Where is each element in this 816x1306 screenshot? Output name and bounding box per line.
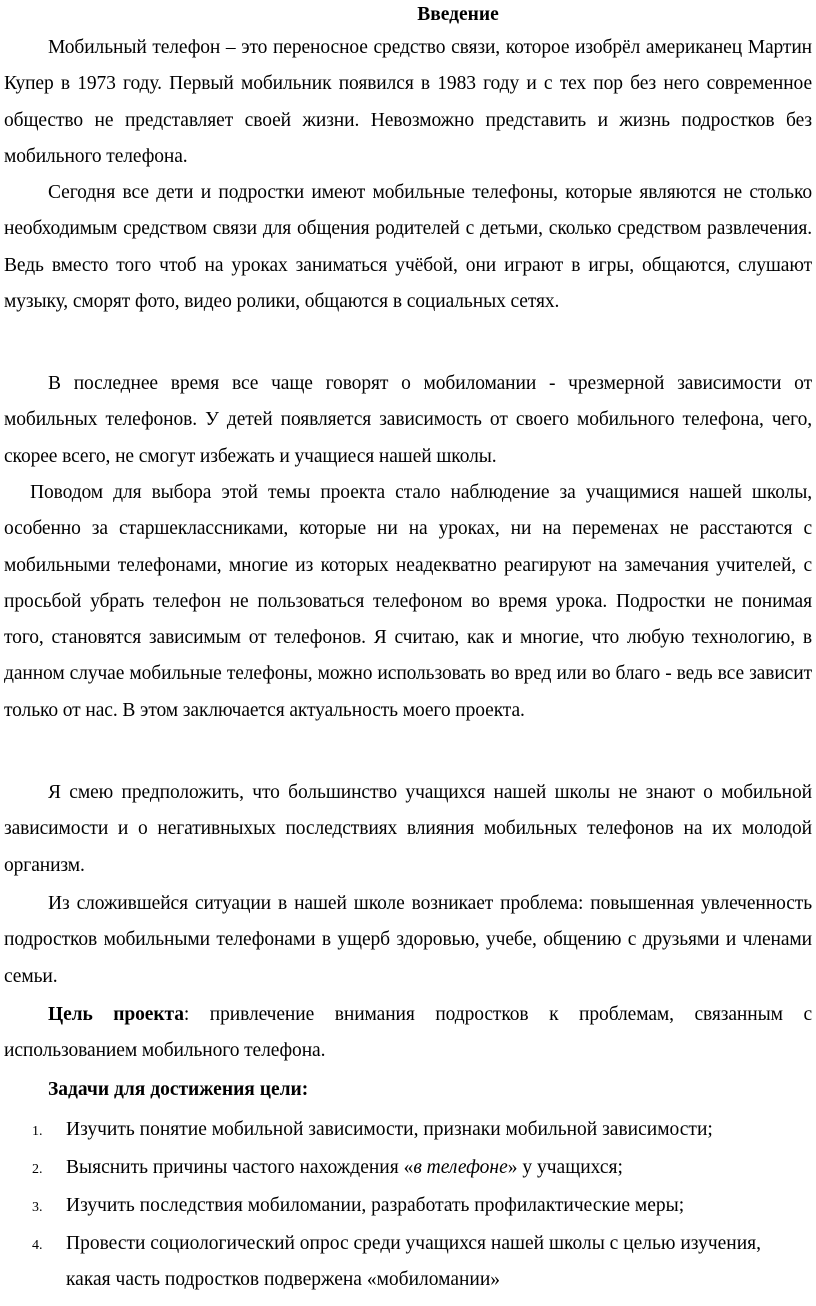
task-text: Изучить последствия мобиломании, разработать профилактические меры; — [66, 1195, 685, 1216]
paragraph-today: Сегодня все дети и подростки имеют мобильные телефоны, которые являются не столько необходимым средством связи для общения родителей с детьми, сколько средством развлечения. Ведь вместо того чтоб на уроках заниматься учёбой, они играют в игры, общаются, слушают музыку, сморят фото, видео ролики, общаются в социальных сетях. — [4, 182, 812, 312]
task-text-part: Выяснить причины частого нахождения « — [66, 1157, 414, 1178]
task-text: Изучить понятие мобильной зависимости, признаки мобильной зависимости; — [66, 1119, 713, 1140]
paragraph-goal — [4, 997, 812, 1070]
paragraph-reason: Поводом для выбора этой темы проекта стало наблюдение за учащимися нашей школы, особенно за старшеклассниками, которые ни на уроках, ни на переменах не расстаются с мобильными телефонами, многие из которых неадекватно реагируют на замечания учителей, с просьбой убрать телефон не пользоваться телефоном во время урока. Подростки не понимая того, становятся зависимым от телефонов. Я считаю, как и многие, что любую технологию, в данном случае мобильные телефоны, можно использовать во вред или во благо - ведь все зависит только от нас. В этом заключается актуальность моего проекта. — [4, 482, 812, 721]
tasks-title: Задачи для достижения цели: — [48, 1079, 309, 1100]
task-number: 4. — [32, 1238, 43, 1253]
goal-text: : привлечение внимания подростков к проблемам, связанным с использованием мобильного телефона. — [4, 1004, 812, 1062]
task-number: 2. — [32, 1162, 43, 1177]
paragraph-problem: Из сложившейся ситуации в нашей школе возникает проблема: повышенная увлеченность подростков мобильными телефонами в ущерб здоровью, учебе, общению с друзьями и членами семьи. — [4, 893, 812, 987]
goal-label: Цель проекта — [48, 1004, 184, 1025]
task-text-italic: в телефоне — [413, 1157, 508, 1178]
task-number: 1. — [32, 1124, 43, 1139]
task-text: Провести социологический опрос среди учащихся нашей школы с целью изучения, какая часть подростков подвержена «мобиломании» — [66, 1233, 762, 1291]
document-title: Введение — [417, 4, 499, 25]
paragraph-mobilomania: В последнее время все чаще говорят о мобиломании - чрезмерной зависимости от мобильных телефонов. У детей появляется зависимость от своего мобильного телефона, чего, скорее всего, не смогут избежать и учащиеся нашей школы. — [4, 373, 812, 467]
task-text-part: » у учащихся; — [507, 1157, 623, 1178]
paragraph-hypothesis: Я смею предположить, что большинство учащихся нашей школы не знают о мобильной зависимости и о негативныхых последствиях влияния мобильных телефонов на их молодой организм. — [4, 782, 812, 876]
task-number: 3. — [32, 1200, 43, 1215]
paragraph-intro: Мобильный телефон – это переносное средство связи, которое изобрёл американец Мартин Купер в 1973 году. Первый мобильник появился в 1983 году и с тех пор без него современное общество не представляет своей жизни. Невозможно представить и жизнь подростков без мобильного телефона. — [4, 37, 812, 167]
task-text — [66, 1150, 806, 1186]
